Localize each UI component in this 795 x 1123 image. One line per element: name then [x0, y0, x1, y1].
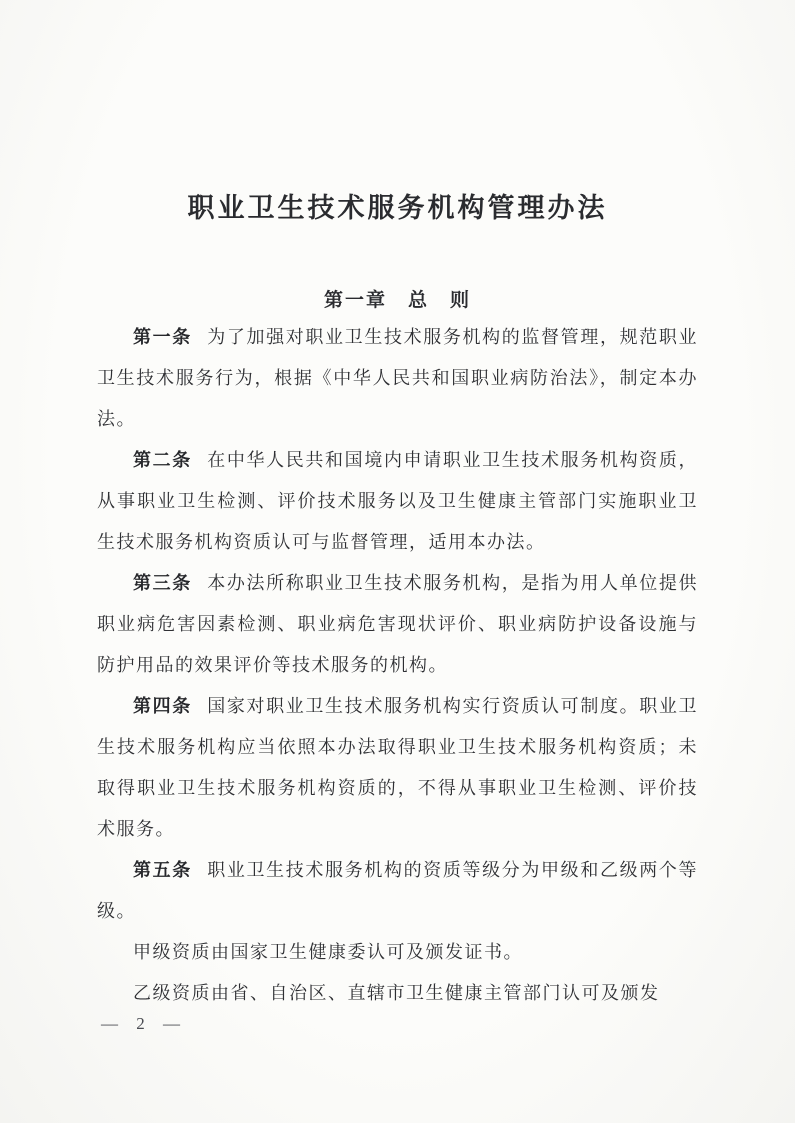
document-body [97, 317, 698, 1014]
article-label: 第五条 [133, 860, 192, 880]
page-number: — 2 — [101, 1014, 187, 1033]
paragraph [97, 440, 698, 563]
article-label: 第三条 [133, 573, 192, 593]
article-text: 国家对职业卫生技术服务机构实行资质认可制度。职业卫生技术服务机构应当依照本办法取得职业卫生技术服务机构资质；未取得职业卫生技术服务机构资质的，不得从事职业卫生检测、评价技术服务。 [97, 696, 699, 839]
paragraph [97, 686, 698, 850]
paragraph [97, 973, 698, 1014]
article-label: 第四条 [133, 696, 192, 716]
paragraph [97, 563, 698, 686]
article-label: 第二条 [133, 450, 192, 470]
article-text: 甲级资质由国家卫生健康委认可及颁发证书。 [133, 942, 523, 962]
article-label: 第一条 [133, 327, 192, 347]
article-text: 为了加强对职业卫生技术服务机构的监督管理，规范职业卫生技术服务行为，根据《中华人民共和国职业病防治法》，制定本办法。 [97, 327, 699, 429]
article-text: 本办法所称职业卫生技术服务机构，是指为用人单位提供职业病危害因素检测、职业病危害现状评价、职业病防护设备设施与防护用品的效果评价等技术服务的机构。 [97, 573, 699, 675]
chapter-heading: 第一章 总 则 [323, 290, 471, 311]
paragraph [97, 850, 698, 932]
article-text: 职业卫生技术服务机构的资质等级分为甲级和乙级两个等级。 [97, 860, 699, 921]
paragraph [97, 932, 698, 973]
article-text: 在中华人民共和国境内申请职业卫生技术服务机构资质，从事职业卫生检测、评价技术服务以及卫生健康主管部门实施职业卫生技术服务机构资质认可与监督管理，适用本办法。 [97, 450, 699, 552]
paragraph [97, 317, 698, 440]
document-title: 职业卫生技术服务机构管理办法 [187, 193, 608, 223]
article-text: 乙级资质由省、自治区、直辖市卫生健康主管部门认可及颁发 [133, 983, 660, 1003]
